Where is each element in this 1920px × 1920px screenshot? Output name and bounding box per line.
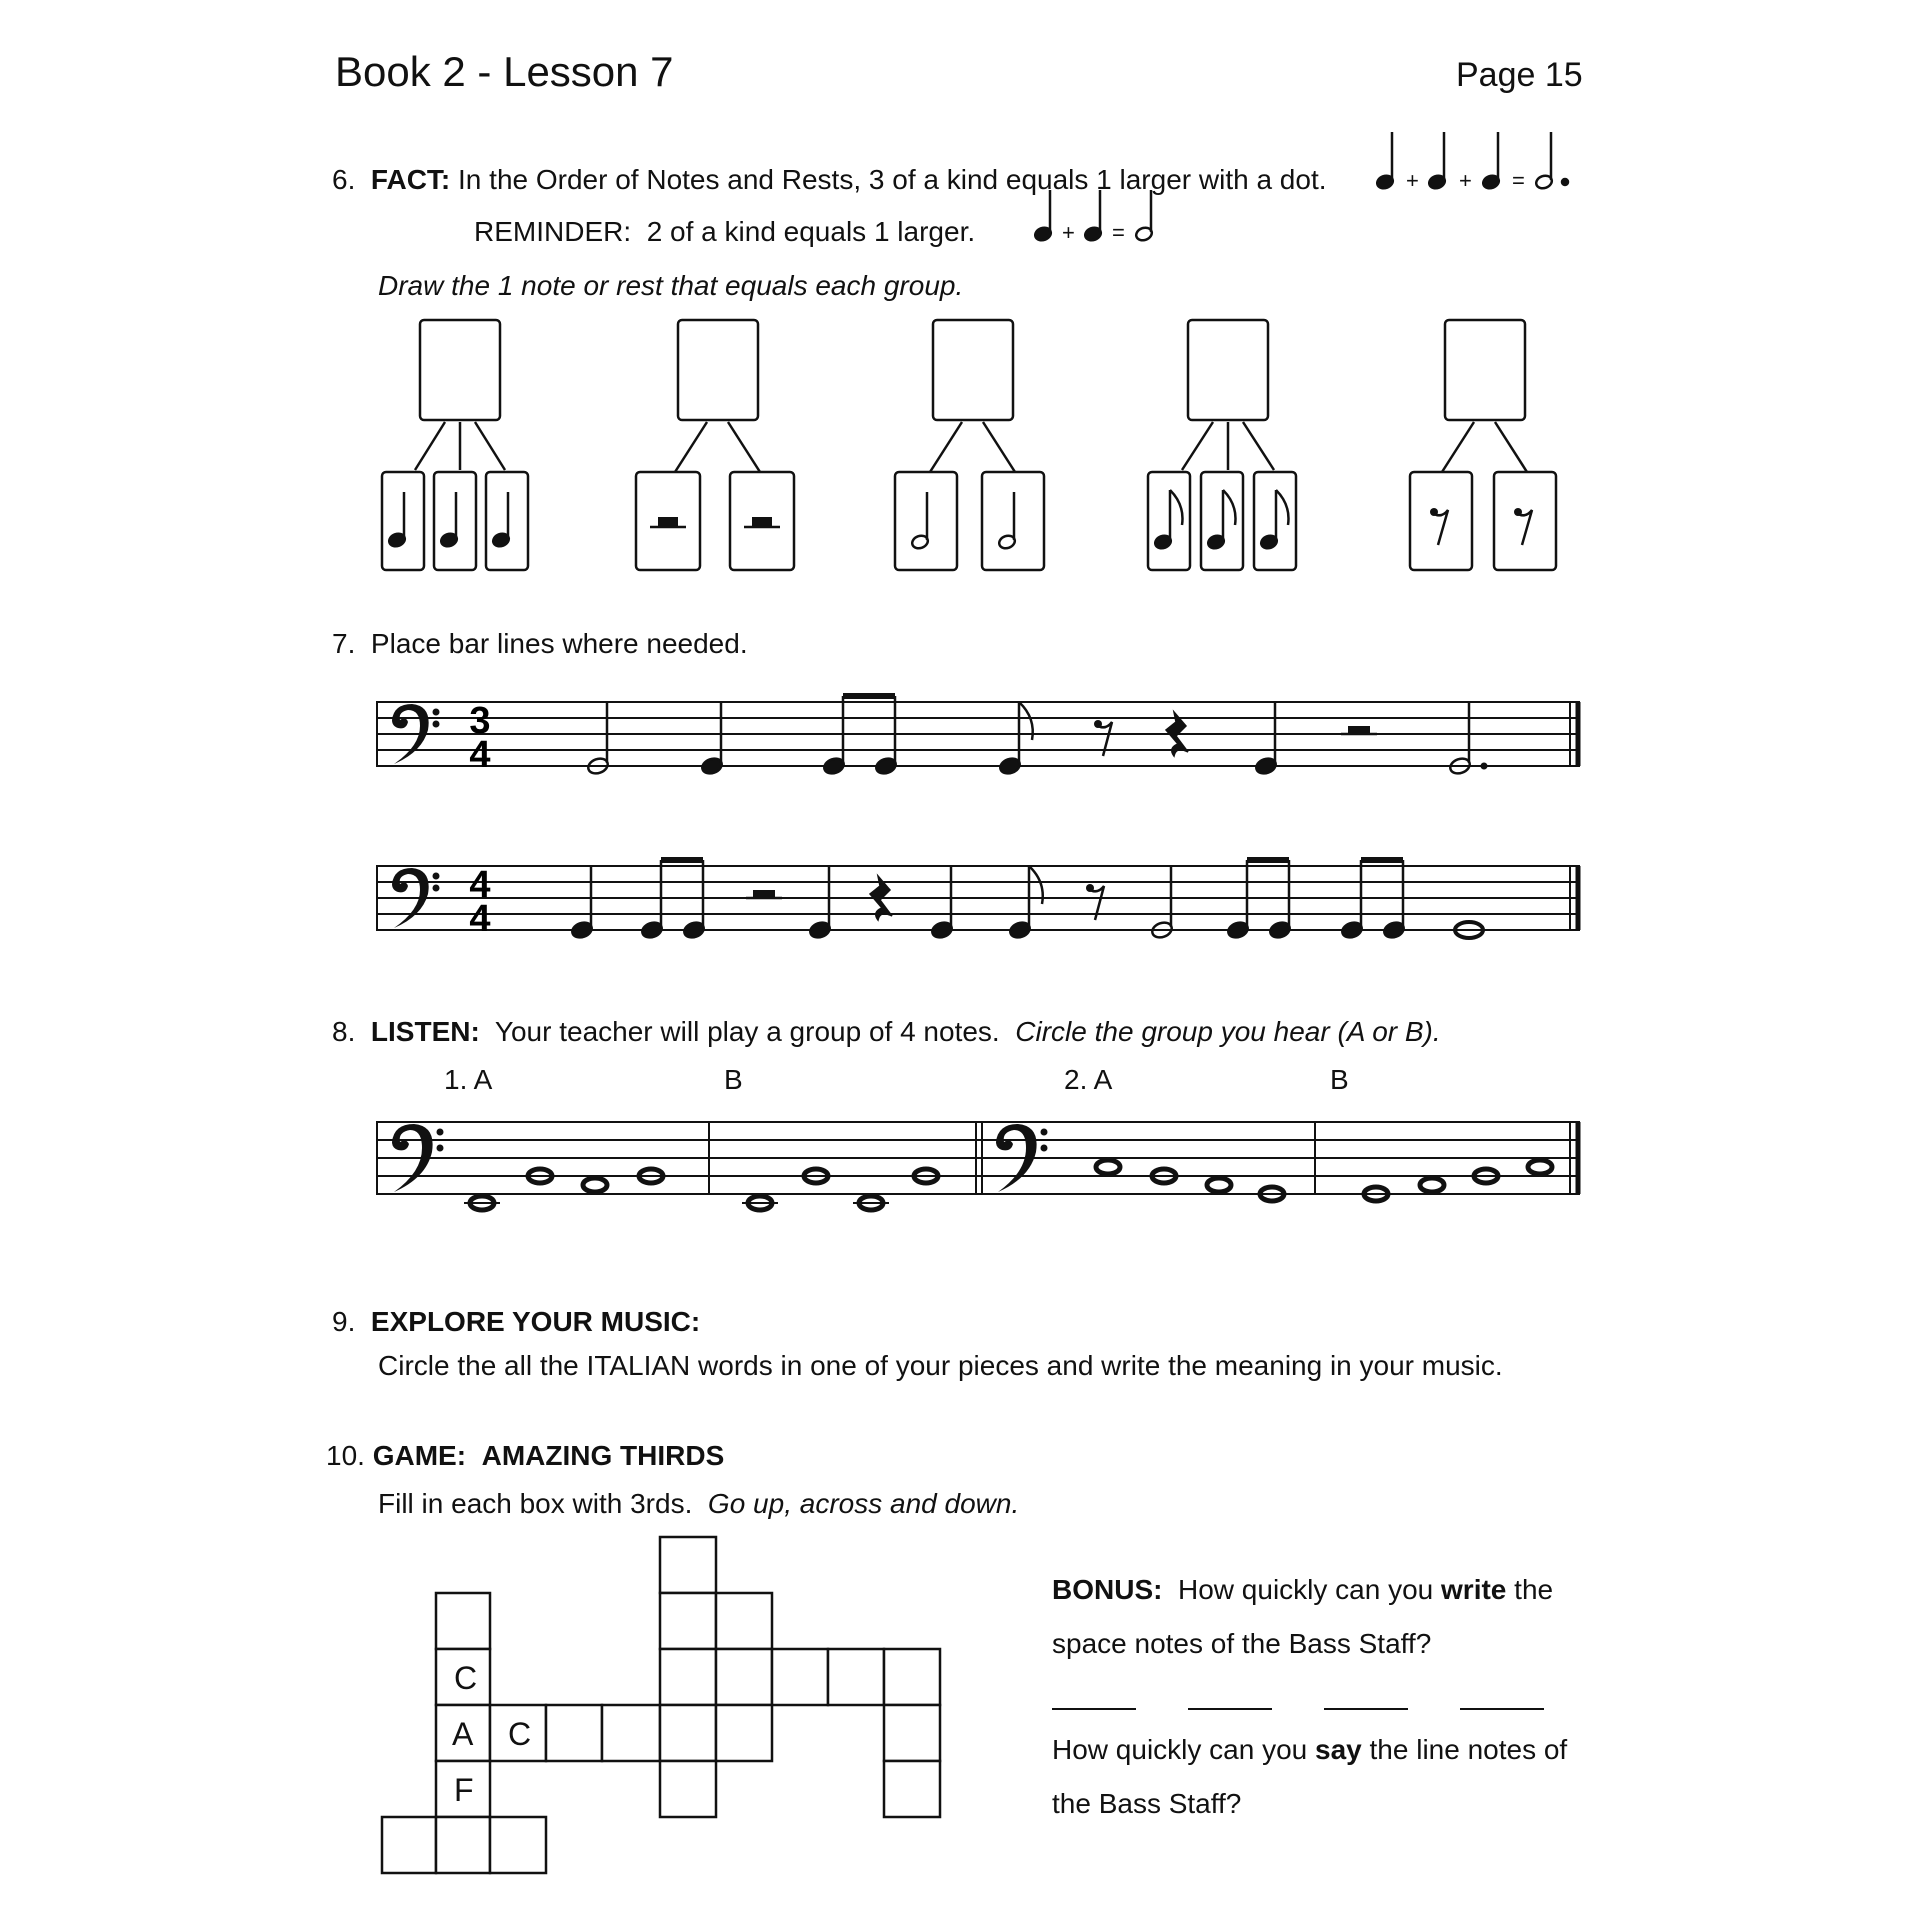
- bonus-line1-bold: write: [1441, 1574, 1507, 1605]
- q6-label: FACT:: [370, 164, 451, 195]
- q9-text: Circle the all the ITALIAN words in one of your pieces and write the meaning in your music.: [378, 1350, 1503, 1381]
- time-sig-bottom: 4: [469, 898, 491, 940]
- answer-box-3[interactable]: [933, 320, 1013, 420]
- q10-instruction: Go up, across and down.: [707, 1488, 1020, 1519]
- q7-text: Place bar lines where needed.: [370, 628, 748, 659]
- q7-number: 7.: [332, 628, 356, 659]
- grid-cell[interactable]: [660, 1537, 716, 1593]
- grid-cell[interactable]: [436, 1593, 490, 1649]
- q8-choice-2a[interactable]: 2. A: [1064, 1064, 1113, 1095]
- q9-heading-line: [332, 1306, 700, 1338]
- time-sig-bottom: 4: [469, 734, 491, 776]
- grid-cell[interactable]: [716, 1705, 772, 1761]
- bonus-line3-bold: say: [1315, 1734, 1362, 1765]
- grid-cell[interactable]: [436, 1817, 490, 1873]
- q8-choice-1b[interactable]: B: [724, 1064, 743, 1095]
- bonus-answer-blanks: [1052, 1708, 1552, 1712]
- time-sig-top: 4: [469, 864, 491, 906]
- grid-cell[interactable]: [602, 1705, 660, 1761]
- cell-letter-f: F: [454, 1772, 474, 1808]
- cell-letter-c: C: [454, 1660, 478, 1696]
- reminder-equation-graphic: [1030, 184, 1170, 248]
- note-card: [1410, 472, 1472, 570]
- answer-box-2[interactable]: [678, 320, 758, 420]
- q6-instruction: Draw the 1 note or rest that equals each group.: [378, 270, 964, 301]
- grid-cell[interactable]: [660, 1649, 716, 1705]
- q8-label: LISTEN:: [370, 1016, 480, 1047]
- lesson-title: Book 2 - Lesson 7: [335, 48, 674, 95]
- bonus-line3-post: the line notes of: [1369, 1734, 1568, 1765]
- bonus-line-2: space notes of the Bass Staff?: [1052, 1628, 1432, 1659]
- q9-label: EXPLORE YOUR MUSIC:: [370, 1306, 701, 1337]
- q6-text: In the Order of Notes and Rests, 3 of a kind equals 1 larger with a dot.: [458, 164, 1327, 195]
- q8-text: Your teacher will play a group of 4 notes.: [494, 1016, 1000, 1047]
- answer-blank[interactable]: [1188, 1708, 1272, 1710]
- answer-box-1[interactable]: [420, 320, 500, 420]
- q6-reminder-label: REMINDER:: [474, 216, 632, 247]
- q8-number: 8.: [332, 1016, 356, 1047]
- svg-text:=: =: [1112, 220, 1125, 245]
- answer-blank[interactable]: [1324, 1708, 1408, 1710]
- svg-text:=: =: [1512, 168, 1525, 193]
- q10-text-line: [378, 1488, 1019, 1520]
- bonus-line-1: [1052, 1574, 1553, 1606]
- q8-line: [332, 1016, 1441, 1048]
- grid-cell[interactable]: [884, 1649, 940, 1705]
- page-number: Page 15: [1456, 56, 1583, 94]
- q8-choice-2b[interactable]: B: [1330, 1064, 1349, 1095]
- answer-blank[interactable]: [1460, 1708, 1544, 1710]
- q7-staff-1: [376, 690, 1596, 800]
- thirds-grid: [370, 1535, 950, 1875]
- q7-instruction-line: [332, 628, 748, 660]
- grid-cell[interactable]: [546, 1705, 602, 1761]
- q10-number: 10.: [326, 1440, 365, 1471]
- q6-reminder-line: [474, 216, 975, 248]
- q8-instruction: Circle the group you hear (A or B).: [1015, 1016, 1441, 1047]
- bonus-line1-post: the: [1514, 1574, 1554, 1605]
- fact-equation-graphic: [1370, 122, 1590, 202]
- answer-blank[interactable]: [1052, 1708, 1136, 1710]
- grid-cell[interactable]: [660, 1593, 716, 1649]
- q10-text: Fill in each box with 3rds.: [378, 1488, 693, 1519]
- grid-cell[interactable]: [490, 1817, 546, 1873]
- time-sig-top: 3: [469, 700, 491, 742]
- bonus-line1-pre: How quickly can you: [1178, 1574, 1434, 1605]
- grid-cell[interactable]: [382, 1817, 436, 1873]
- q10-title: AMAZING THIRDS: [481, 1440, 725, 1471]
- grid-cell[interactable]: [884, 1761, 940, 1817]
- answer-box-5[interactable]: [1445, 320, 1525, 420]
- q8-staff: [376, 1110, 1596, 1240]
- q9-number: 9.: [332, 1306, 356, 1337]
- bonus-line3-pre: How quickly can you: [1052, 1734, 1308, 1765]
- q6-fact-line: [332, 164, 1327, 196]
- bonus-label: BONUS:: [1052, 1574, 1163, 1605]
- q10-heading-line: [326, 1440, 724, 1472]
- answer-box-4[interactable]: [1188, 320, 1268, 420]
- grid-cell[interactable]: [660, 1761, 716, 1817]
- grid-cell[interactable]: [884, 1705, 940, 1761]
- note-card: [1494, 472, 1556, 570]
- cell-letter-c2: C: [508, 1716, 532, 1752]
- grid-cell[interactable]: [716, 1593, 772, 1649]
- grid-cell[interactable]: [828, 1649, 884, 1705]
- grid-cell[interactable]: [660, 1705, 716, 1761]
- q6-note-trees: [370, 310, 1590, 580]
- q6-number: 6.: [332, 164, 356, 195]
- q6-reminder-text: 2 of a kind equals 1 larger.: [646, 216, 976, 247]
- cell-letter-a: A: [452, 1716, 474, 1752]
- grid-cell[interactable]: [772, 1649, 828, 1705]
- bonus-line-3: [1052, 1734, 1567, 1766]
- q10-label: GAME:: [372, 1440, 467, 1471]
- q7-staff-2: [376, 854, 1596, 964]
- q8-choice-1a[interactable]: 1. A: [444, 1064, 493, 1095]
- svg-text:+: +: [1062, 220, 1075, 245]
- grid-cell[interactable]: [716, 1649, 772, 1705]
- svg-text:+: +: [1459, 168, 1472, 193]
- svg-text:+: +: [1406, 168, 1419, 193]
- bonus-line-4: the Bass Staff?: [1052, 1788, 1242, 1819]
